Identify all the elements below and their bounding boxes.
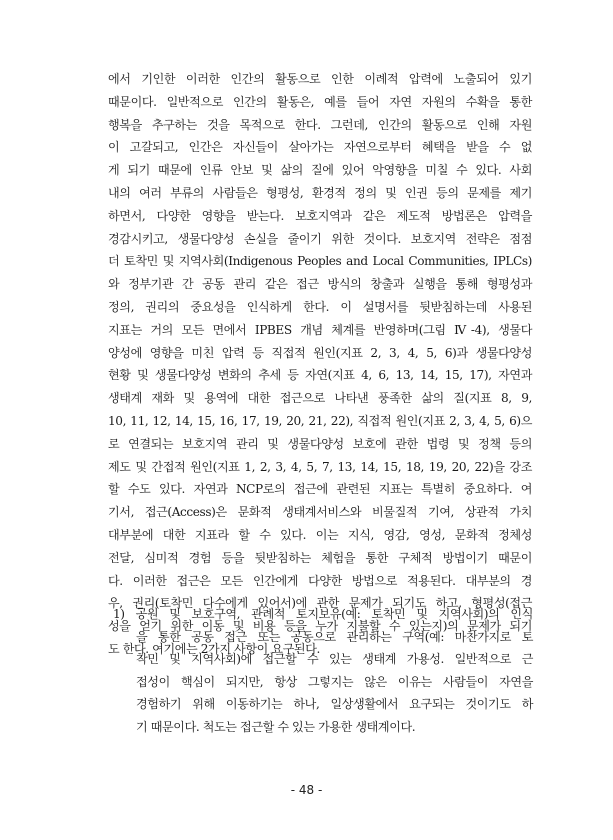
paragraph-line: 다. 이러한 접근은 모든 인간에게 다양한 방법으로 적용된다. 대부분의 경 [108,573,532,588]
page-number: - 48 - [290,783,323,797]
paragraph-line: 할 수도 있다. 자연과 NCP로의 접근에 관련된 지표는 특별히 중요하다. 여 [108,482,532,497]
paragraph-line: 양성에 영향을 미친 압력 등 직접적 원인(지표 2, 3, 4, 5, 6)과 생물다양성 [108,345,532,360]
list-item-line: 경험하기 위해 이동하기는 하나, 일상생활에서 요구되는 것이기도 하 [136,697,533,712]
paragraph-line: 이 고갈되고, 인간은 자신들이 살아가는 자연으로부터 혜택을 받을 수 없 [108,140,532,155]
paragraph-line: 내의 여러 부류의 사람들은 형평성, 환경적 정의 및 인권 등의 문제를 제기 [108,185,532,200]
paragraph-line: 하면서, 다양한 영향을 받는다. 보호지역과 같은 제도적 방법론은 압력을 [108,208,532,223]
list-item-line: 1) 공원 및 보호구역, 관례적 토지보유(예: 토착민 및 지역사회)의 인식 [113,607,533,621]
paragraph-line: 경감시키고, 생물다양성 손실을 줄이기 위한 것이다. 보호지역 전략은 점점 [108,231,532,246]
numbered-list-item-1 [113,603,533,739]
body-paragraph [108,68,532,661]
paragraph-line: 우, 권리(토착민 다수에게 있어서)에 관한 문제가 되기도 하고, 형평성(접근 [108,596,532,611]
list-item-line: 착민 및 지역사회)에 접근할 수 있는 생태계 가용성. 일반적으로 근 [136,652,533,667]
paragraph-line: 대부분에 대한 지표라 할 수 있다. 이는 지식, 영감, 영성, 문화적 정체성 [108,527,532,542]
paragraph-line: 현황 및 생물다양성 변화의 추세 등 자연(지표 4, 6, 13, 14, 15, 17), 자연과 [108,368,532,383]
paragraph-line: 에서 기인한 이러한 인간의 활동으로 인한 이례적 압력에 노출되어 있기 [108,72,532,86]
paragraph-line: 더 토착민 및 지역사회(Indigenous Peoples and Local Communities, IPLCs) [108,254,532,269]
list-item-line: 접성이 핵심이 되지만, 항상 그렇지는 않은 이유는 사람들이 자연을 [136,674,533,689]
paragraph-line: 와 정부기관 간 공동 관리 같은 접근 방식의 창출과 실행을 통해 형평성과 [108,277,532,292]
paragraph-line: 도 한다. 여기에는 2가지 사항이 요구된다. [108,641,320,656]
paragraph-line: 행복을 추구하는 것을 목적으로 한다. 그런데, 인간의 활동으로 인해 자원 [108,117,532,132]
paragraph-line: 전달, 심미적 경험 등을 뒷받침하는 체험을 통한 구체적 방법이기 때문이 [108,550,532,565]
paragraph-line: 정의, 권리의 중요성을 인식하게 한다. 이 설명서를 뒷받침하는데 사용된 [108,299,532,314]
paragraph-line: 10, 11, 12, 14, 15, 16, 17, 19, 20, 21, 22), 직접적 원인(지표 2, 3, 4, 5, 6)으 [108,413,532,428]
paragraph-line: 기서, 접근(Access)은 문화적 생태계서비스와 비물질적 기여, 상관적 가치 [108,505,532,520]
paragraph-line: 로 연결되는 보호지역 관리 및 생물다양성 보호에 관한 법령 및 정책 등의 [108,436,532,451]
list-item-line: 기 때문이다. 척도는 접근할 수 있는 가용한 생태계이다. [136,719,416,734]
paragraph-line: 제도 및 간접적 원인(지표 1, 2, 3, 4, 5, 7, 13, 14, 15, 18, 19, 20, 22)을 강조 [108,459,532,474]
paragraph-line: 때문이다. 일반적으로 인간의 활동은, 예를 들어 자연 자원의 수확을 통한 [108,94,532,109]
paragraph-line: 성을 얻기 위한 이동 및 비용 등을 누가 지불할 수 있는지)의 문제가 되기 [108,619,532,634]
paragraph-line: 게 되기 때문에 인류 안보 및 삶의 질에 있어 악영향을 미칠 수 있다. 사회 [108,163,532,178]
paragraph-line: 생태계 재화 및 용역에 대한 접근으로 나타낸 풍족한 삶의 질(지표 8, 9, [108,391,532,406]
paragraph-line: 지표는 거의 모든 면에서 IPBES 개념 체계를 반영하며(그림 Ⅳ-4), 생물다 [108,322,532,337]
list-item-line: 을 통한 공동 접근 또는 공동으로 관리하는 구역(예: 마찬가지로 토 [136,629,533,644]
